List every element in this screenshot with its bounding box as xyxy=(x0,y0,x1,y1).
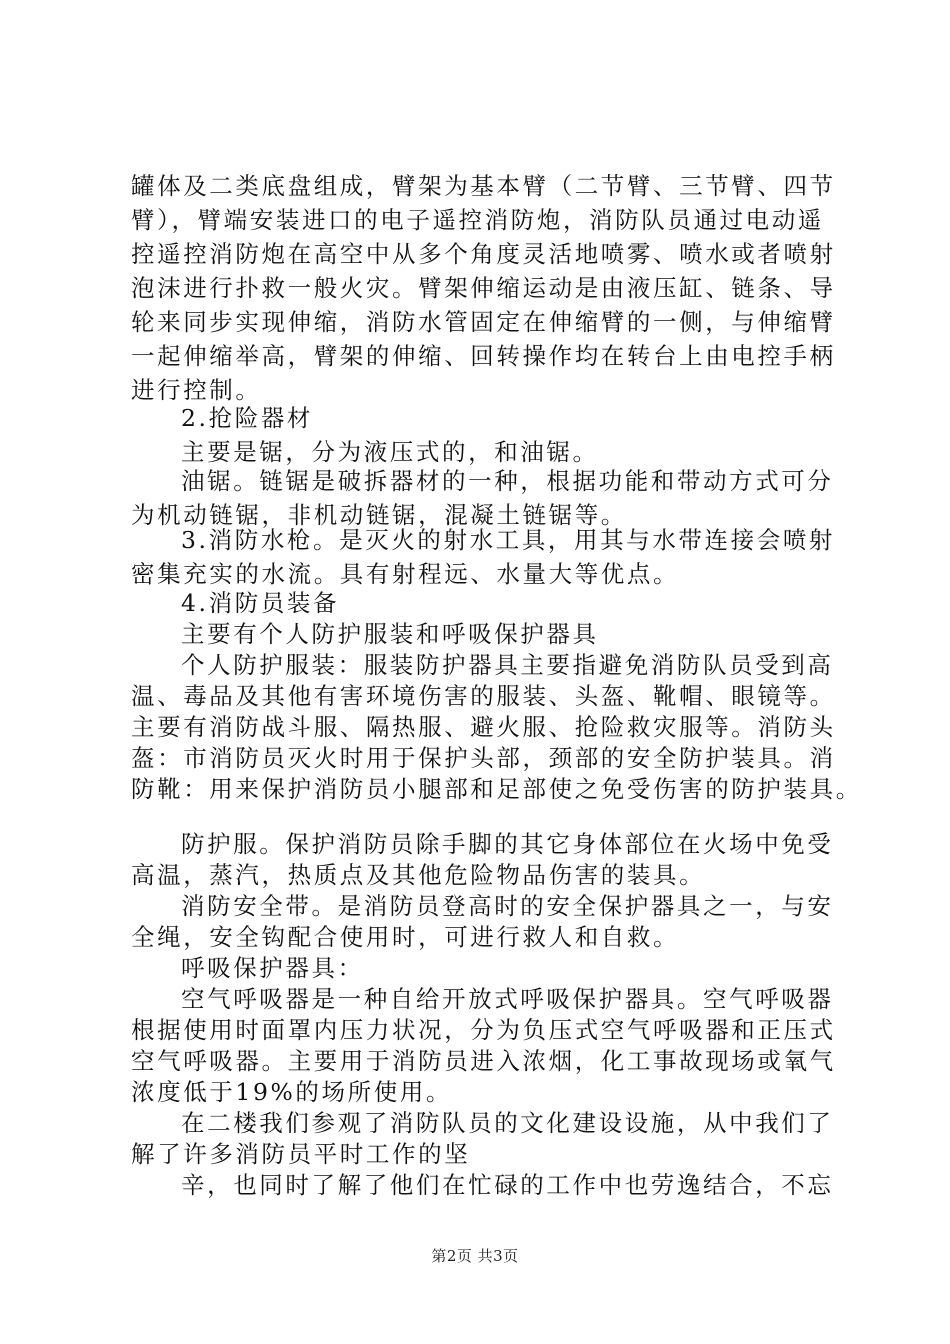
text-line: 一起伸缩举高，臂架的伸缩、回转操作均在转台上由电控手柄 xyxy=(131,342,836,370)
text-line: 解了许多消防员平时工作的坚 xyxy=(131,1140,471,1168)
text-line: 全绳，安全钩配合使用时，可进行救人和自救。 xyxy=(131,923,680,951)
text-line: 臂），臂端安装进口的电子遥控消防炮，消防队员通过电动遥 xyxy=(131,206,824,234)
text-line: 盔：市消防员灭火时用于保护头部，颈部的安全防护装具。消 xyxy=(131,744,836,772)
text-line: 浓度低于19%的场所使用。 xyxy=(131,1078,453,1106)
page-footer: 第2页 共3页 xyxy=(431,1247,519,1265)
text-line: 泡沫进行扑救一般火灾。臂架伸缩运动是由液压缸、链条、导 xyxy=(131,274,836,302)
text-line: 个人防护服装：服装防护器具主要指避免消防队员受到高 xyxy=(181,651,834,679)
text-line: 在二楼我们参观了消防队员的文化建设设施，从中我们了 xyxy=(181,1109,834,1137)
text-line: 为机动链锯，非机动链锯，混凝土链锯等。 xyxy=(131,501,627,529)
section-heading: 4.消防员装备 xyxy=(181,589,340,617)
text-line: 辛，也同时了解了他们在忙碌的工作中也劳逸结合，不忘 xyxy=(181,1171,834,1199)
section-heading: 2.抢险器材 xyxy=(181,404,314,432)
text-line: 油锯。链锯是破拆器材的一种，根据功能和带动方式可分 xyxy=(181,467,834,495)
text-line: 罐体及二类底盘组成，臂架为基本臂（二节臂、三节臂、四节 xyxy=(131,172,836,200)
text-line: 防靴：用来保护消防员小腿部和足部使之免受伤害的防护装具。 xyxy=(131,775,862,803)
text-line: 空气呼吸器是一种自给开放式呼吸保护器具。空气呼吸器 xyxy=(181,985,834,1013)
text-line: 主要有消防战斗服、隔热服、避火服、抢险救灾服等。消防头 xyxy=(131,713,836,741)
section-heading: 呼吸保护器具： xyxy=(181,954,364,982)
text-line: 根据使用时面罩内压力状况，分为负压式空气呼吸器和正压式 xyxy=(131,1016,836,1044)
text-line: 消防安全带。是消防员登高时的安全保护器具之一，与安 xyxy=(181,892,834,920)
text-line: 主要有个人防护服装和呼吸保护器具 xyxy=(181,620,599,648)
text-line: 轮来同步实现伸缩，消防水管固定在伸缩臂的一侧，与伸缩臂 xyxy=(131,308,836,336)
text-line: 空气呼吸器。主要用于消防员进入浓烟，化工事故现场或氧气 xyxy=(131,1047,836,1075)
text-line: 防护服。保护消防员除手脚的其它身体部位在火场中免受 xyxy=(181,830,834,858)
text-line: 密集充实的水流。具有射程远、水量大等优点。 xyxy=(131,560,680,588)
text-line: 温、毒品及其他有害环境伤害的服装、头盔、靴帽、眼镜等。 xyxy=(131,682,836,710)
text-line: 进行控制。 xyxy=(131,376,262,404)
text-line: 高温，蒸汽，热质点及其他危险物品伤害的装具。 xyxy=(131,861,706,889)
section-heading: 3.消防水枪。是灭火的射水工具，用其与水带连接会喷射 xyxy=(181,526,836,554)
text-line: 主要是锯，分为液压式的，和油锯。 xyxy=(181,438,599,466)
text-line: 控遥控消防炮在高空中从多个角度灵活地喷雾、喷水或者喷射 xyxy=(131,240,836,268)
